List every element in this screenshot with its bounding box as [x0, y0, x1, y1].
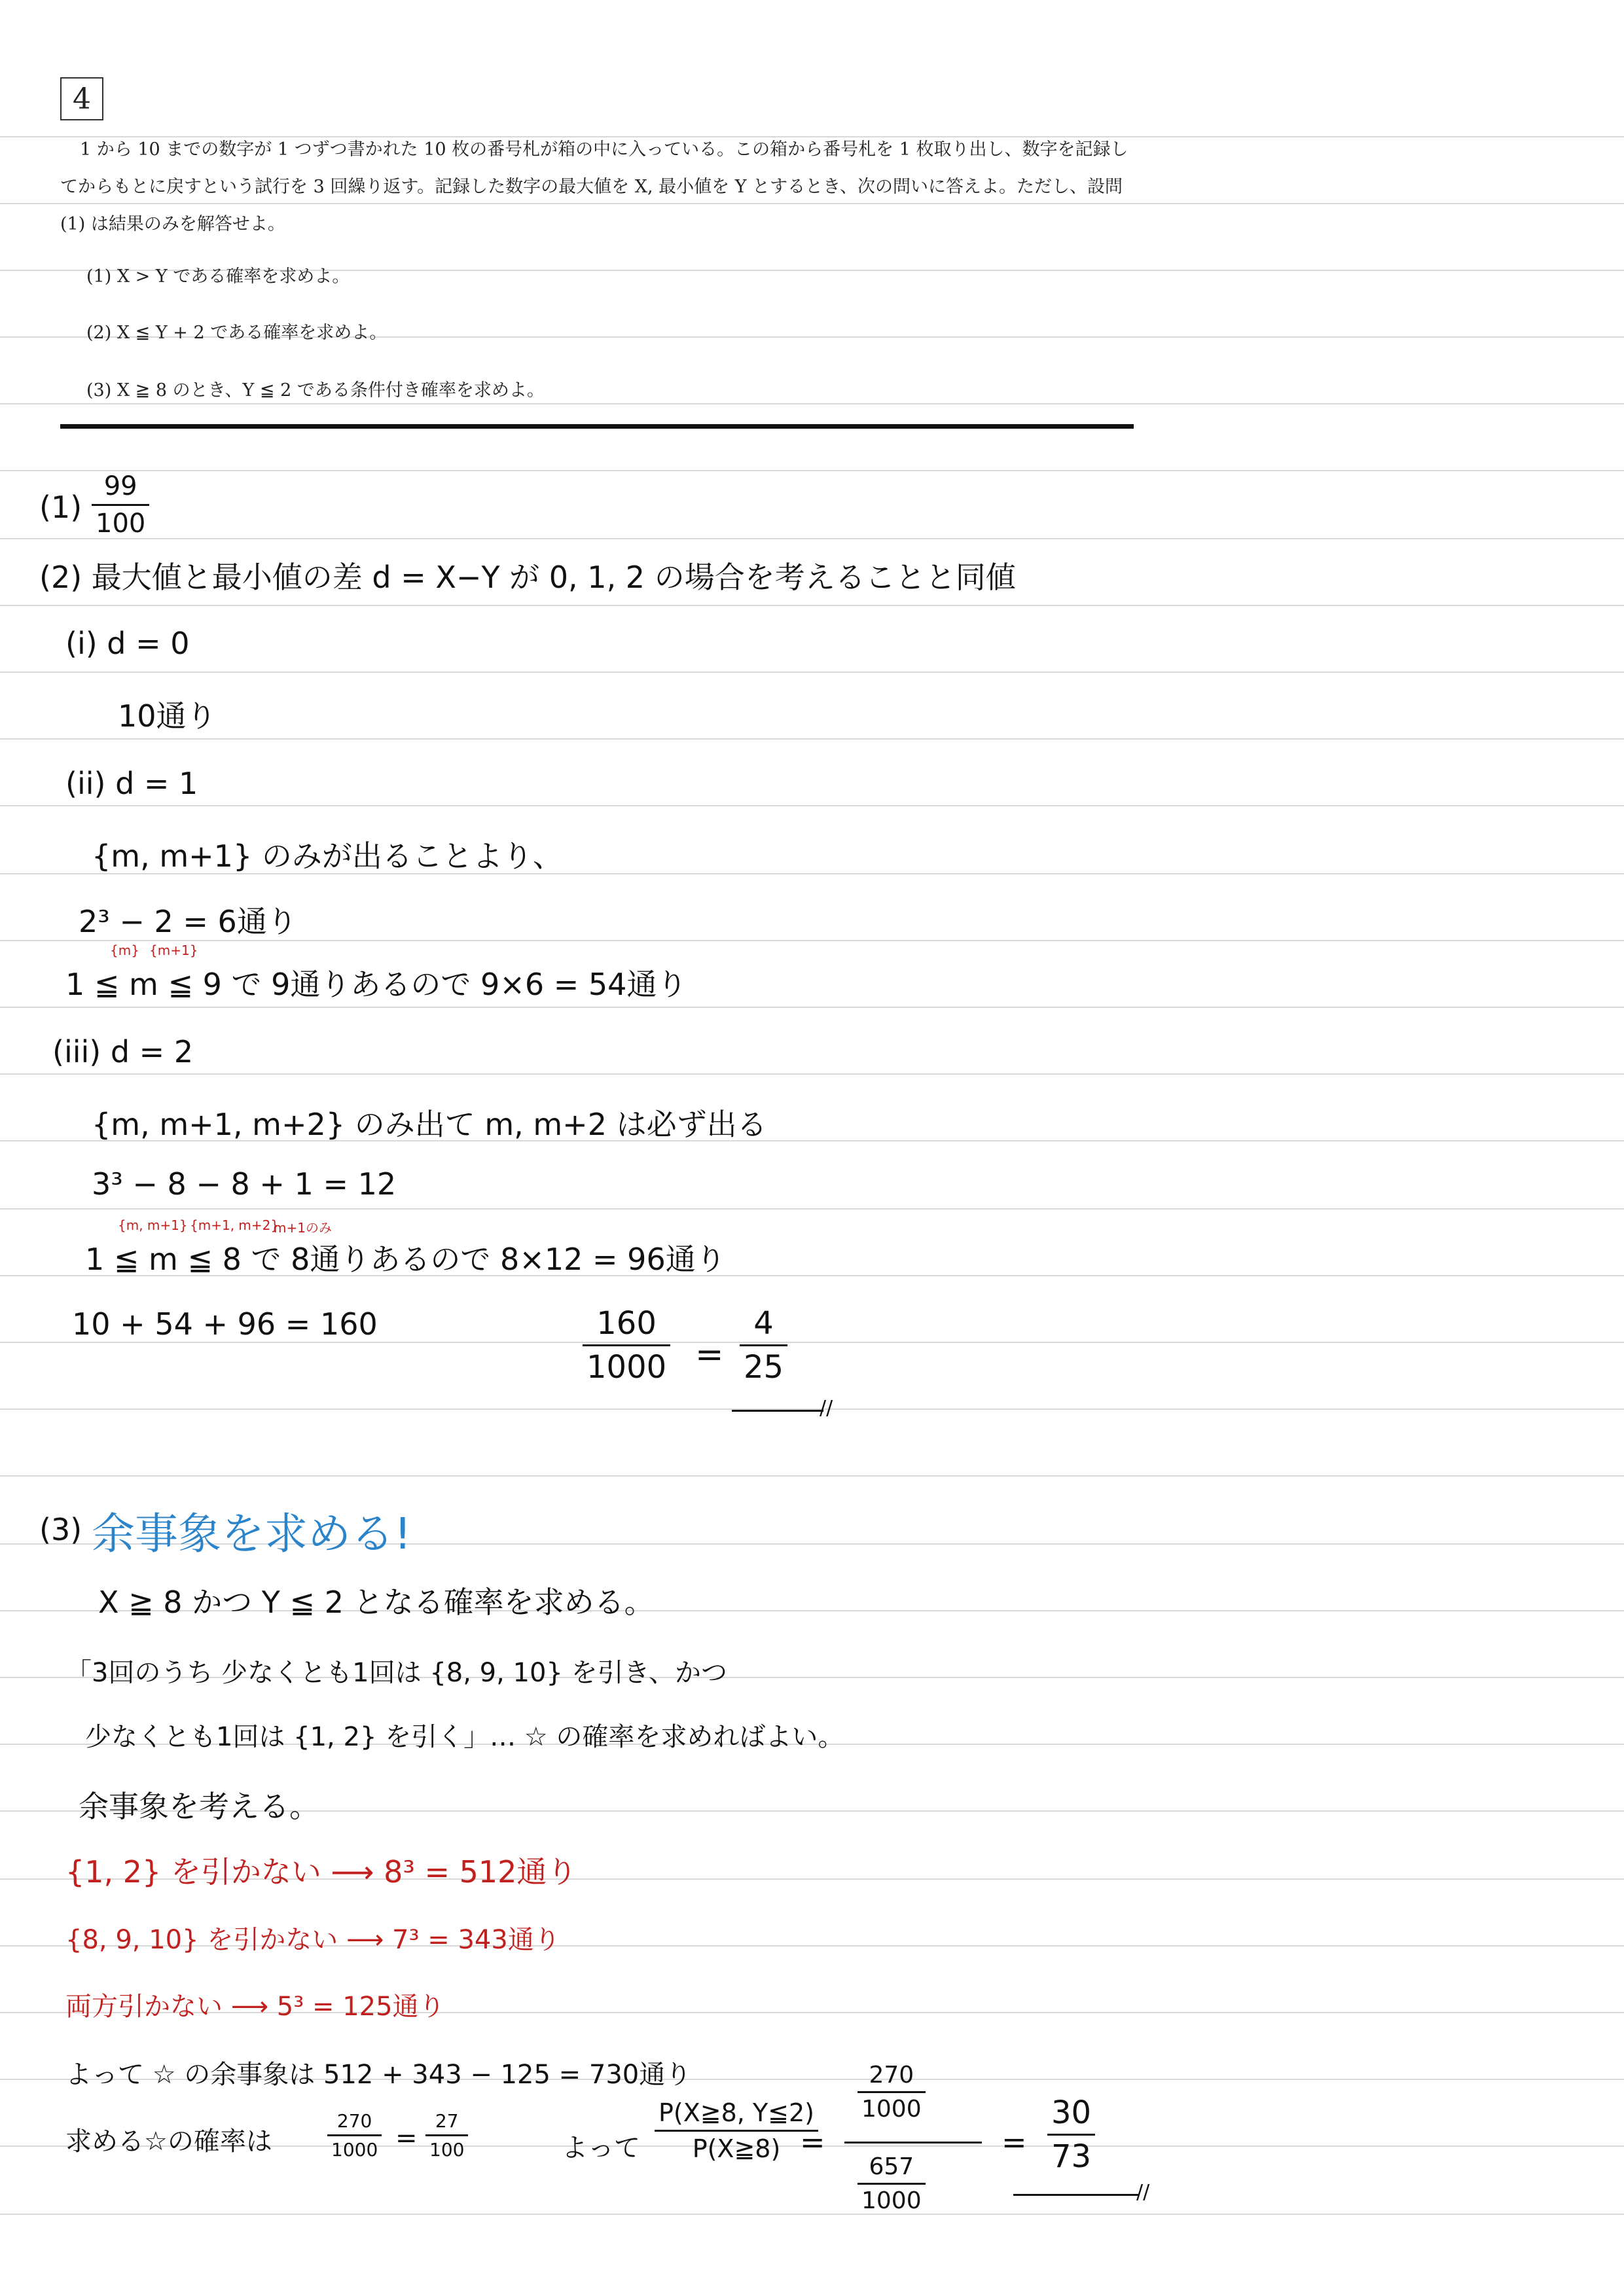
- case-ii-line1: {m, m+1} のみが出ることより、: [92, 838, 563, 874]
- compound-bottom-numerator: 657: [869, 2153, 914, 2180]
- case-iii-note-c: m+1のみ: [274, 1220, 332, 1236]
- case-iii-line3: 1 ≦ m ≦ 8 で 8通りあるので 8×12 = 96通り: [85, 1242, 726, 1277]
- complement-red-1: {1, 2} を引かない ⟶ 8³ = 512通り: [65, 1854, 577, 1890]
- answer3-line3: 少なくとも1回は {1, 2} を引く」… ☆ の確率を求めればよい。: [85, 1722, 844, 1752]
- fraction-bar: [92, 504, 149, 506]
- answer3-fraction: [1047, 2094, 1095, 2175]
- case-iii-note-a: {m, m+1}: [118, 1217, 188, 1233]
- compound-top-fraction: [857, 2062, 926, 2123]
- compound-fraction: [844, 2062, 982, 2232]
- answer3-line4: 余事象を考える。: [79, 1789, 319, 1824]
- compound-top-numerator: 270: [869, 2062, 914, 2089]
- question-1: (1) X > Y である確率を求めよ。: [86, 266, 350, 287]
- fraction-bar: [327, 2134, 382, 2136]
- question-3: (3) X ≧ 8 のとき、Y ≦ 2 である条件付き確率を求めよ。: [86, 380, 545, 401]
- answer2-fraction: [740, 1305, 787, 1386]
- fraction-bar: [425, 2134, 468, 2136]
- problem-panel: [60, 131, 1134, 243]
- answer3-line5: よって ☆ の余事象は 512 + 343 − 125 = 730通り: [65, 2060, 692, 2090]
- question-2: (2) X ≦ Y + 2 である確率を求めよ。: [86, 323, 388, 343]
- answer2-final-underline: [732, 1410, 823, 1412]
- case-i-label: (i) d = 0: [65, 626, 190, 661]
- compound-bottom-denominator: 1000: [861, 2187, 922, 2214]
- case-ii-note-m1: {m+1}: [149, 942, 198, 958]
- fraction-bar: [740, 1344, 787, 1346]
- compound-top-denominator: 1000: [861, 2096, 922, 2123]
- star-prob-numerator: 27: [435, 2110, 459, 2132]
- problem-number: 4: [60, 77, 103, 120]
- answer1-denominator: 100: [96, 509, 146, 539]
- result-equals: =: [695, 1335, 724, 1374]
- fraction-bar: [857, 2091, 926, 2093]
- star-prob-denominator: 100: [429, 2139, 465, 2161]
- problem-statement: 1 から 10 までの数字が 1 つずつ書かれた 10 枚の番号札が箱の中に入っている。この箱から番号札を 1 枚取り出し、数字を記録してからもとに戻すという試行を 3 回繰り返す。記録した数字の最大値を X, 最小値を Y とするとき、次の問いに答えよ。ただし、設問 (1) は結果のみを解答せよ。: [60, 139, 1128, 234]
- answer2-intro: (2) 最大値と最小値の差 d = X−Y が 0, 1, 2 の場合を考えることと同値: [39, 560, 1016, 595]
- star-prob-fraction: [425, 2110, 468, 2161]
- complement-prob-denominator: 1000: [331, 2139, 378, 2161]
- answer3-line6: 求める☆の確率は: [65, 2126, 272, 2157]
- case-ii-note-m: {m}: [110, 942, 139, 958]
- yotte-label: よって: [562, 2133, 640, 2163]
- conditional-equals-1: =: [800, 2125, 825, 2160]
- conditional-prob-denominator: P(X≧8): [692, 2134, 781, 2163]
- answer1-numerator: 99: [103, 471, 137, 501]
- result-fraction: [583, 1305, 670, 1386]
- case-iii-line1: {m, m+1, m+2} のみ出て m, m+2 は必ず出る: [92, 1107, 767, 1142]
- answer3-heading: 余事象を求める!: [92, 1509, 412, 1559]
- fraction-bar: [1047, 2134, 1095, 2136]
- case-iii-line2: 3³ − 8 − 8 + 1 = 12: [92, 1166, 397, 1202]
- conditional-prob-numerator: P(X≧8, Y≦2): [659, 2098, 815, 2127]
- answer3-line1: X ≧ 8 かつ Y ≦ 2 となる確率を求める。: [98, 1585, 655, 1620]
- answer2-denominator: 25: [744, 1349, 784, 1386]
- answer1-label: (1): [39, 490, 82, 525]
- complement-prob-numerator: 270: [336, 2110, 372, 2132]
- compound-main-bar: [844, 2142, 982, 2144]
- complement-red-2: {8, 9, 10} を引かない ⟶ 7³ = 343通り: [65, 1925, 560, 1955]
- result-numerator: 160: [596, 1305, 657, 1342]
- result-denominator: 1000: [586, 1349, 667, 1386]
- answer3-numerator: 30: [1051, 2094, 1092, 2131]
- fraction-bar: [857, 2183, 926, 2185]
- answer3-end-mark: //: [1136, 2181, 1150, 2204]
- case-i-count: 10通り: [118, 698, 217, 734]
- conditional-equals-2: =: [1001, 2125, 1027, 2160]
- case-iii-label: (iii) d = 2: [52, 1034, 194, 1069]
- problem-divider: [60, 424, 1134, 429]
- answer3-line2: 「3回のうち 少なくとも1回は {8, 9, 10} を引き、かつ: [65, 1658, 727, 1688]
- case-ii-line2: 2³ − 2 = 6通り: [79, 904, 297, 939]
- answer3-label: (3): [39, 1512, 82, 1547]
- case-ii-label: (ii) d = 1: [65, 766, 198, 801]
- answer3-final-underline: [1013, 2194, 1139, 2196]
- answer3-denominator: 73: [1051, 2138, 1092, 2175]
- compound-bottom-fraction: [857, 2153, 926, 2214]
- complement-prob-fraction: [327, 2110, 382, 2161]
- answer2-end-mark: //: [820, 1397, 833, 1420]
- sum-line: 10 + 54 + 96 = 160: [72, 1306, 378, 1342]
- complement-red-3: 両方引かない ⟶ 5³ = 125通り: [65, 1992, 445, 2022]
- case-ii-line3: 1 ≦ m ≦ 9 で 9通りあるので 9×6 = 54通り: [65, 967, 687, 1002]
- answer2-numerator: 4: [753, 1305, 774, 1342]
- conditional-prob-fraction: [655, 2098, 818, 2163]
- fraction-bar: [655, 2130, 818, 2132]
- fraction-bar: [583, 1344, 670, 1346]
- answer1-fraction: [92, 471, 149, 539]
- complement-prob-equals: =: [395, 2123, 418, 2153]
- case-iii-note-b: {m+1, m+2}: [190, 1217, 280, 1233]
